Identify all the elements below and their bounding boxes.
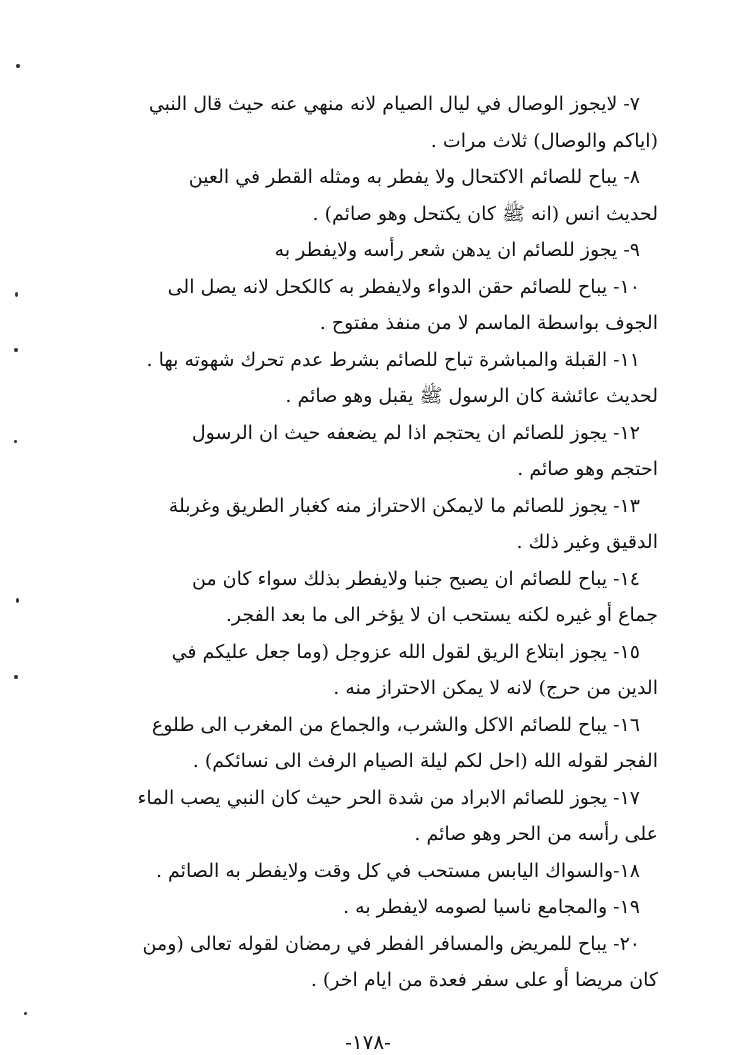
list-item [112, 561, 658, 634]
list-item [112, 86, 658, 159]
item-line: لحديث انس (انه ﷺ كان يكتحل وهو صائم) . [312, 202, 658, 225]
list-item [112, 889, 658, 926]
item-line: احتجم وهو صائم . [517, 458, 658, 480]
item-line: ١٩- والمجامع ناسيا لصومه لايفطر به . [343, 896, 640, 918]
item-line: ١٥- يجوز ابتلاع الريق لقول الله عزوجل (وما جعل عليكم في [171, 640, 640, 663]
list-item [112, 853, 658, 890]
item-line: ١١- القبلة والمباشرة تباح للصائم بشرط عدم تحرك شهوته بها . [146, 348, 640, 371]
item-line: ٢٠- يباح للمريض والمسافر الفطر في رمضان لقوله تعالى (ومن [142, 932, 640, 955]
list-item [112, 342, 658, 415]
item-line: ٧- لايجوز الوصال في ليال الصيام لانه منهي عنه حيث قال النبي [148, 93, 640, 115]
list-item [112, 707, 658, 780]
list-item [112, 926, 658, 999]
item-line: ١٨-والسواك اليابس مستحب في كل وقت ولايفطر به الصائم . [155, 859, 640, 882]
list-item [112, 232, 658, 269]
item-line: على رأسه من الحر وهو صائم . [414, 823, 658, 845]
scan-speck [16, 598, 19, 603]
item-line: الجوف بواسطة الماسم لا من منفذ مفتوح . [319, 312, 658, 334]
item-line: ١٧- يجوز للصائم الابراد من شدة الحر حيث كان النبي يصب الماء [137, 786, 640, 809]
list-item [112, 269, 658, 342]
item-line: لحديث عائشة كان الرسول ﷺ يقبل وهو صائم . [285, 385, 658, 407]
item-line: (اياكم والوصال) ثلاث مرات . [430, 129, 658, 152]
list-item [112, 488, 658, 561]
scan-speck [14, 348, 18, 352]
item-line: ١٣- يجوز للصائم ما لايمكن الاحتراز منه كغبار الطريق وغربلة [168, 494, 640, 517]
scan-speck [15, 292, 18, 297]
item-line: الدقيق وغير ذلك . [516, 531, 658, 553]
list-item [112, 415, 658, 488]
list-item [112, 780, 658, 853]
scan-speck [14, 440, 17, 443]
rulings-list [112, 86, 658, 999]
page-number: -١٧٨- [345, 1030, 391, 1054]
item-line: ١٠- يباح للصائم حقن الدواء ولايفطر به كالكحل لانه يصل الى [167, 275, 640, 298]
item-line: جماع أو غيره لكنه يستحب ان لا يؤخر الى ما بعد الفجر. [225, 604, 658, 626]
item-line: الدين من حرج) لانه لا يمكن الاحتراز منه . [333, 677, 658, 699]
scan-speck [24, 1012, 27, 1015]
item-line: ٩- يجوز للصائم ان يدهن شعر رأسه ولايفطر به [274, 239, 640, 261]
scan-speck [14, 675, 18, 679]
item-line: ٨- يباح للصائم الاكتحال ولا يفطر به ومثله القطر في العين [188, 166, 640, 188]
list-item [112, 159, 658, 232]
scan-speck [16, 64, 20, 68]
list-item [112, 634, 658, 707]
item-line: ١٦- يباح للصائم الاكل والشرب، والجماع من المغرب الى طلوع [151, 713, 640, 736]
item-line: ١٢- يجوز للصائم ان يحتجم اذا لم يضعفه حيث ان الرسول [191, 421, 640, 444]
item-line: ١٤- يباح للصائم ان يصبح جنبا ولايفطر بذلك سواء كان من [191, 567, 640, 590]
item-line: كان مريضا أو على سفر فعدة من ايام اخر) . [310, 969, 658, 991]
item-line: الفجر لقوله الله (احل لكم ليلة الصيام الرفث الى نسائكم) . [192, 750, 658, 772]
